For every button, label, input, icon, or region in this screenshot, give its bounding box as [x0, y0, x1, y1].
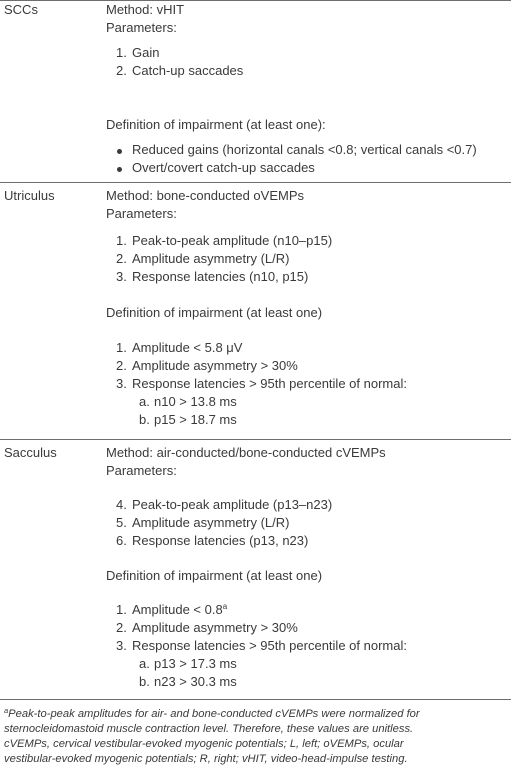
param-num: 1.: [116, 233, 127, 248]
def-num: 3.: [116, 638, 127, 653]
def-text: Amplitude asymmetry > 30%: [132, 358, 298, 373]
footnote-line: vestibular-evoked myogenic potentials; R, right; vHIT, video-head-impulse testing.: [4, 753, 408, 765]
param-text: Catch-up saccades: [132, 63, 244, 78]
param-num: 2.: [116, 251, 127, 266]
param-num: 4.: [116, 497, 127, 512]
param-text: Response latencies (n10, p15): [132, 269, 309, 284]
def-sub-text: n10 > 13.8 ms: [154, 394, 237, 409]
def-num: 2.: [116, 358, 127, 373]
def-num: 1.: [116, 340, 127, 355]
def-label-sccs: Definition of impairment (at least one):: [106, 117, 326, 132]
def-text: Response latencies > 95th percentile of normal:: [132, 376, 407, 391]
def-label-utriculus: Definition of impairment (at least one): [106, 305, 323, 320]
def-text: Response latencies > 95th percentile of normal:: [132, 638, 407, 653]
footnote-marker: a: [4, 706, 9, 715]
param-num: 5.: [116, 515, 127, 530]
method-utriculus: Method: bone-conducted oVEMPs: [106, 188, 305, 203]
param-text: Peak-to-peak amplitude (p13–n23): [132, 497, 333, 512]
method-sccs: Method: vHIT: [106, 2, 185, 17]
def-text-amplitude: [132, 602, 227, 620]
params-label-utriculus: Parameters:: [106, 206, 177, 221]
def-sub-num: a.: [139, 656, 150, 671]
def-sub-text: n23 > 30.3 ms: [154, 674, 237, 689]
row-divider: [0, 439, 511, 440]
def-num: 3.: [116, 376, 127, 391]
def-text: Amplitude < 5.8 μV: [132, 340, 243, 355]
def-num: 2.: [116, 620, 127, 635]
param-text: Amplitude asymmetry (L/R): [132, 515, 290, 530]
bullet-icon: [117, 142, 122, 158]
bullet-icon: [117, 160, 122, 176]
top-rule: [0, 0, 511, 1]
def-text: Amplitude < 0.8: [132, 602, 223, 617]
def-sub-text: p13 > 17.3 ms: [154, 656, 237, 671]
footnote: [4, 707, 507, 767]
footnote-line: cVEMPs, cervical vestibular-evoked myogenic potentials; L, left; oVEMPs, ocular: [4, 738, 404, 750]
param-text: Gain: [132, 45, 160, 60]
params-label-sacculus: Parameters:: [106, 463, 177, 478]
param-num: 2.: [116, 63, 127, 78]
def-sub-num: a.: [139, 394, 150, 409]
footnote-line: [4, 707, 507, 722]
footnote-marker: a: [222, 602, 228, 611]
param-num: 3.: [116, 269, 127, 284]
param-text: Amplitude asymmetry (L/R): [132, 251, 290, 266]
def-bullet-text: Overt/covert catch-up saccades: [132, 160, 315, 175]
params-label-sccs: Parameters:: [106, 20, 177, 35]
row-divider: [0, 182, 511, 183]
row-label-utriculus: Utriculus: [4, 188, 55, 203]
bottom-rule: [0, 699, 511, 700]
def-num: 1.: [116, 602, 127, 617]
param-num: 1.: [116, 45, 127, 60]
param-num: 6.: [116, 533, 127, 548]
def-sub-text: p15 > 18.7 ms: [154, 412, 237, 427]
param-text: Peak-to-peak amplitude (n10–p15): [132, 233, 333, 248]
row-label-sacculus: Sacculus: [4, 445, 57, 460]
param-text: Response latencies (p13, n23): [132, 533, 309, 548]
def-bullet-text: Reduced gains (horizontal canals <0.8; vertical canals <0.7): [132, 142, 477, 157]
def-sub-num: b.: [139, 674, 150, 689]
def-sub-num: b.: [139, 412, 150, 427]
footnote-text: Peak-to-peak amplitudes for air- and bone-conducted cVEMPs were normalized for: [8, 708, 420, 720]
method-sacculus: Method: air-conducted/bone-conducted cVEMPs: [106, 445, 386, 460]
def-text: Amplitude asymmetry > 30%: [132, 620, 298, 635]
def-label-sacculus: Definition of impairment (at least one): [106, 568, 323, 583]
row-label-sccs: SCCs: [4, 2, 38, 17]
footnote-line: sternocleidomastoid muscle contraction level. Therefore, these values are unitless.: [4, 723, 414, 735]
